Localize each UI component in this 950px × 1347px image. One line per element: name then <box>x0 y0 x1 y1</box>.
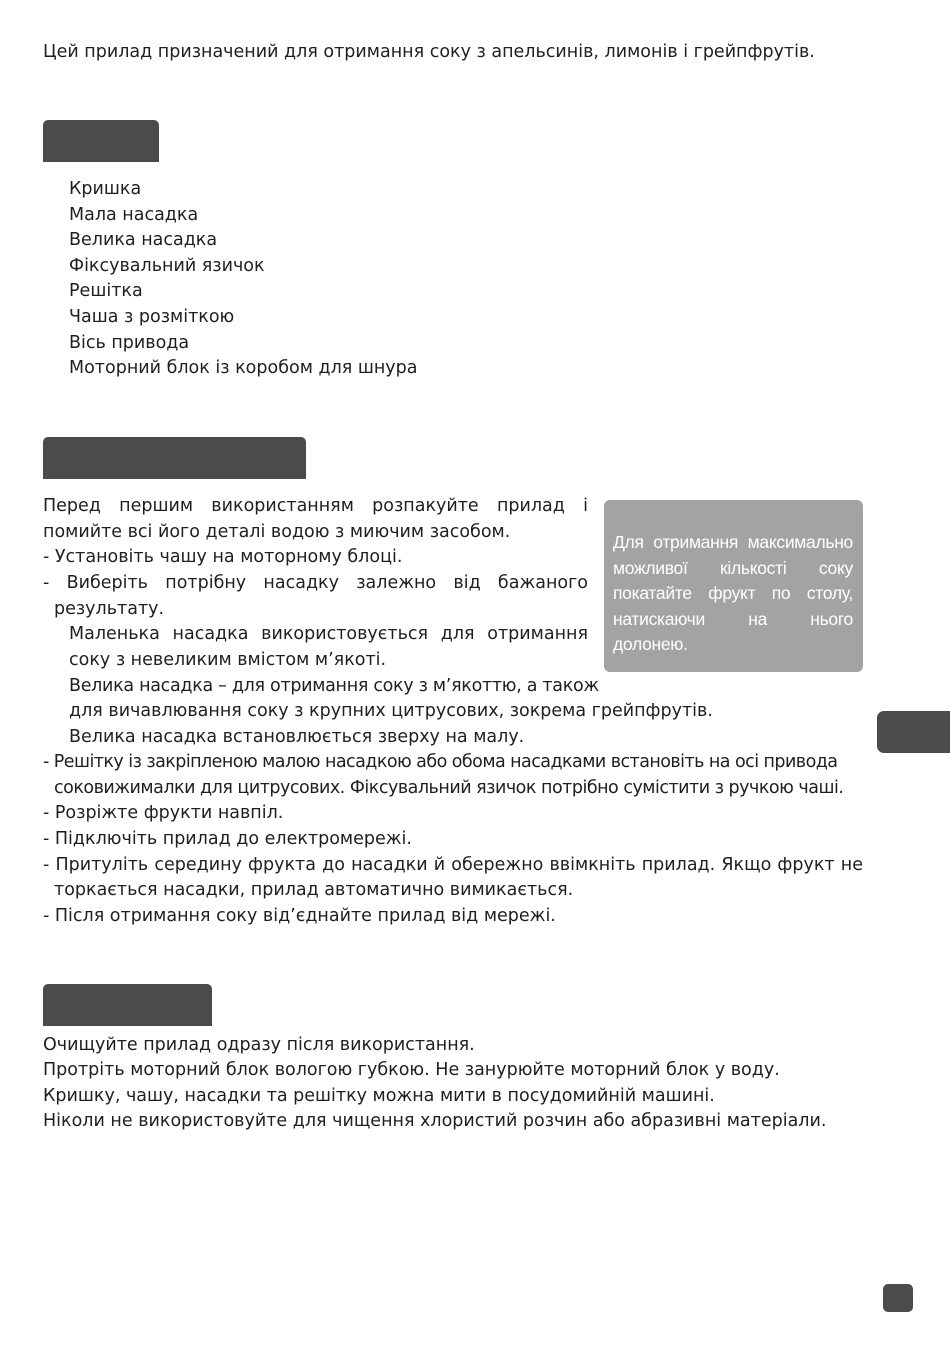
usage-line: - Підключіть прилад до електромережі. <box>43 829 412 849</box>
tip-line: можливої кількості соку <box>613 558 853 578</box>
list-item: Решітка <box>69 281 143 302</box>
usage-line: - Притуліть середину фрукта до насадки й обережно ввімкніть прилад. Якщо фрукт не <box>43 855 863 875</box>
tip-line: долонею. <box>613 634 688 654</box>
intro-text: Цей прилад призначений для отримання соку з апельсинів, лимонів і грейпфрутів. <box>43 42 815 62</box>
section-header-usage <box>43 437 306 479</box>
usage-line: - Розріжте фрукти навпіл. <box>43 803 284 823</box>
cleaning-line: Ніколи не використовуйте для чищення хлористий розчин або абразивні матеріали. <box>43 1111 827 1131</box>
page-number-box <box>883 1284 913 1312</box>
cleaning-line: Кришку, чашу, насадки та решітку можна мити в посудомийній машині. <box>43 1086 715 1106</box>
section-header-description <box>43 120 159 162</box>
usage-line: для вичавлювання соку з крупних цитрусових, зокрема грейпфрутів. <box>69 701 713 721</box>
usage-line: Велика насадка – для отримання соку з м’якоттю, а також <box>69 676 599 696</box>
list-item: Кришка <box>69 179 142 199</box>
usage-line: - Установіть чашу на моторному блоці. <box>43 547 403 567</box>
cleaning-line: Протріть моторний блок вологою губкою. Не занурюйте моторний блок у воду. <box>43 1060 780 1080</box>
usage-line: помийте всі його деталі водою з миючим засобом. <box>43 522 511 542</box>
usage-line: Перед першим використанням розпакуйте прилад і <box>43 496 588 516</box>
list-item: Мала насадка <box>69 204 199 225</box>
usage-line: соковижималки для цитрусових. Фіксувальний язичок потрібно сумістити з ручкою чаші. <box>54 778 844 798</box>
list-item: Фіксувальний язичок <box>69 255 265 276</box>
language-tab <box>877 711 950 753</box>
tip-line: натискаючи на нього <box>613 609 853 629</box>
usage-line: Велика насадка встановлюється зверху на малу. <box>69 727 525 747</box>
usage-line: торкається насадки, прилад автоматично вимикається. <box>54 880 574 900</box>
usage-line: результату. <box>54 599 165 619</box>
list-item: Моторний блок із коробом для шнура <box>69 358 418 379</box>
tip-line: покатайте фрукт по столу, <box>613 583 853 603</box>
usage-line: Маленька насадка використовується для отримання <box>69 624 588 644</box>
tip-box <box>604 500 863 672</box>
list-item: Велика насадка <box>69 230 218 251</box>
list-item: Чаша з розміткою <box>69 307 235 327</box>
section-header-cleaning <box>43 984 212 1026</box>
usage-line: - Після отримання соку від’єднайте прилад від мережі. <box>43 906 556 926</box>
usage-line: - Виберіть потрібну насадку залежно від бажаного <box>43 573 588 593</box>
list-item: Вісь привода <box>69 332 190 353</box>
cleaning-line: Очищуйте прилад одразу після використання. <box>43 1035 475 1055</box>
usage-line: - Решітку із закріпленою малою насадкою або обома насадками встановіть на осі привода <box>43 752 838 772</box>
usage-line: соку з невеликим вмістом м’якоті. <box>69 650 387 670</box>
tip-line: Для отримання максимально <box>613 532 853 552</box>
